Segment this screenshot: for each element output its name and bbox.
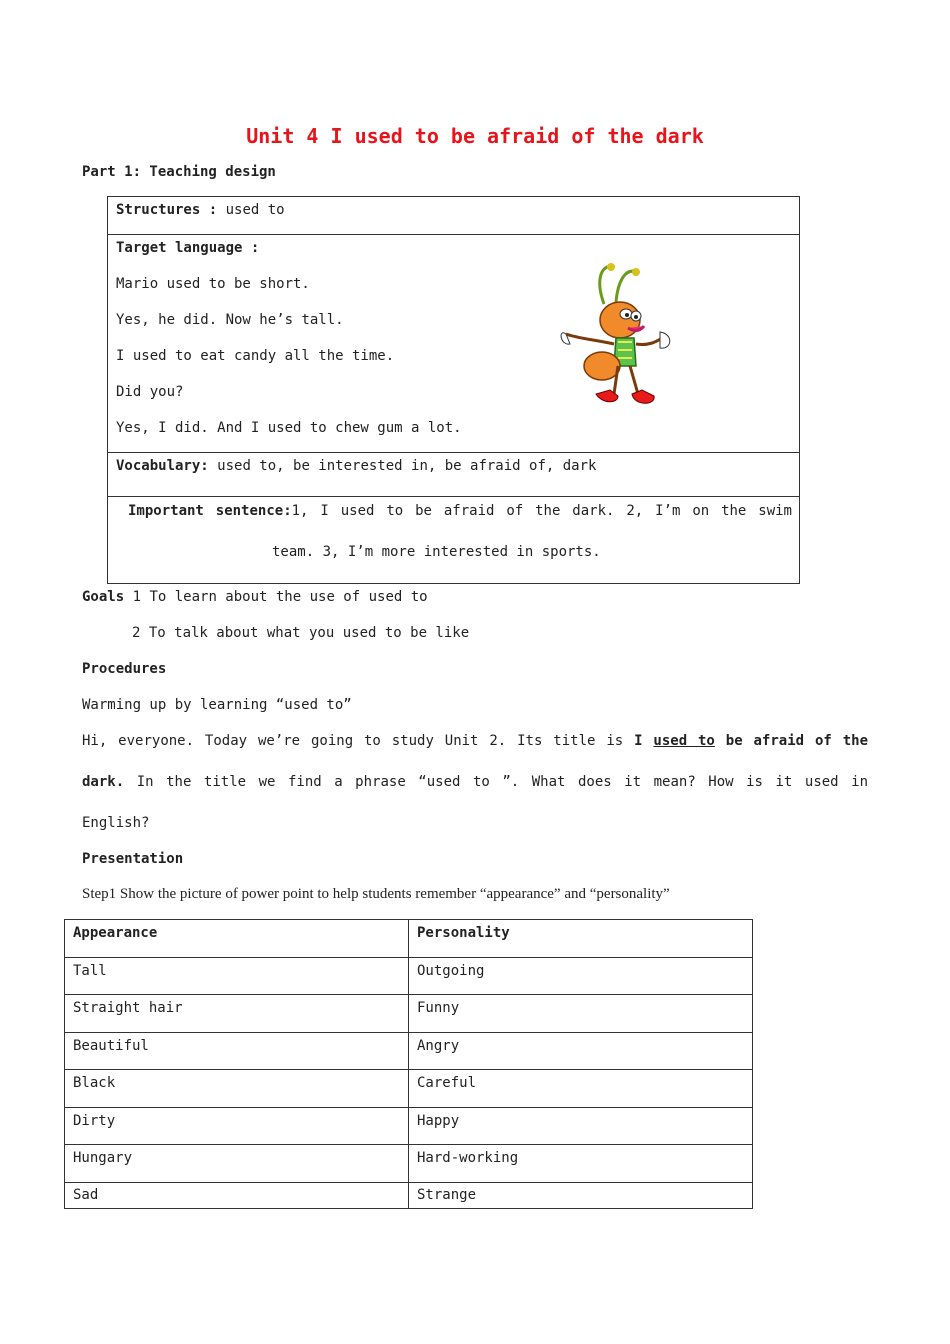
part1-heading: Part 1: Teaching design bbox=[82, 164, 276, 180]
table-cell: Beautiful bbox=[65, 1032, 409, 1070]
vocabulary-row bbox=[116, 458, 596, 474]
paragraph-line2 bbox=[82, 774, 868, 790]
table-cell: Happy bbox=[409, 1107, 753, 1145]
table-header-cell: Personality bbox=[409, 920, 753, 958]
procedures-heading: Procedures bbox=[82, 661, 167, 677]
paragraph-bold: be afraid of the bbox=[725, 733, 868, 749]
table-cell: Black bbox=[65, 1070, 409, 1108]
target-line: I used to eat candy all the time. bbox=[116, 348, 395, 364]
table-cell: Sad bbox=[65, 1182, 409, 1208]
table-cell: Funny bbox=[409, 995, 753, 1033]
table-cell: Hungary bbox=[65, 1145, 409, 1183]
target-line: Did you? bbox=[116, 384, 184, 400]
table-header-row bbox=[65, 920, 753, 958]
divider bbox=[107, 452, 800, 453]
table-cell: Dirty bbox=[65, 1107, 409, 1145]
table-cell: Angry bbox=[409, 1032, 753, 1070]
table-cell: Tall bbox=[65, 957, 409, 995]
table-row bbox=[65, 1032, 753, 1070]
target-line: Yes, I did. And I used to chew gum a lot. bbox=[116, 420, 462, 436]
target-language-label: Target language : bbox=[116, 240, 260, 256]
important-sentence-line1 bbox=[128, 503, 792, 519]
vocabulary-label: Vocabulary: bbox=[116, 458, 209, 474]
paragraph-text: In the title we find a phrase “used to ”. What does it mean? How is it used in bbox=[136, 774, 868, 790]
presentation-heading: Presentation bbox=[82, 851, 184, 867]
table-cell: Strange bbox=[409, 1182, 753, 1208]
table-header-cell: Appearance bbox=[65, 920, 409, 958]
target-line: Yes, he did. Now he’s tall. bbox=[116, 312, 344, 328]
table-row bbox=[65, 957, 753, 995]
structures-label: Structures : bbox=[116, 202, 218, 218]
target-line: Mario used to be short. bbox=[116, 276, 310, 292]
table-row bbox=[65, 1182, 753, 1208]
important-sentence-text2: team. 3, I’m more interested in sports. bbox=[272, 544, 601, 560]
goals-row bbox=[82, 589, 428, 605]
divider bbox=[107, 496, 800, 497]
table-cell: Straight hair bbox=[65, 995, 409, 1033]
table-row bbox=[65, 1145, 753, 1183]
table-cell: Careful bbox=[409, 1070, 753, 1108]
paragraph-text: Hi, everyone. Today we’re going to study Unit 2. Its title is bbox=[82, 733, 624, 749]
divider bbox=[107, 234, 800, 235]
goals-label: Goals bbox=[82, 589, 125, 605]
paragraph-bold-underlined: used to bbox=[653, 733, 715, 749]
structures-value: used to bbox=[225, 202, 285, 218]
warming-up-line: Warming up by learning “used to” bbox=[82, 697, 352, 713]
goals-item2: 2 To talk about what you used to be like bbox=[132, 625, 470, 641]
page-title: Unit 4 I used to be afraid of the dark bbox=[246, 124, 704, 148]
table-row bbox=[65, 1107, 753, 1145]
paragraph-bold: I bbox=[634, 733, 643, 749]
structures-row bbox=[116, 202, 285, 218]
goals-item1: 1 To learn about the use of used to bbox=[132, 589, 428, 605]
step1-text: Step1 Show the picture of power point to help students remember “appearance” and “personality” bbox=[82, 886, 670, 902]
table-row bbox=[65, 995, 753, 1033]
paragraph-bold: dark. bbox=[82, 774, 125, 790]
paragraph-line3: English? bbox=[82, 815, 150, 831]
important-sentence-text1: 1, I used to be afraid of the dark. 2, I’m on the swim bbox=[291, 503, 792, 519]
paragraph-line1 bbox=[82, 733, 868, 749]
vocabulary-value: used to, be interested in, be afraid of, dark bbox=[217, 458, 597, 474]
table-row bbox=[65, 1070, 753, 1108]
important-sentence-label: Important sentence: bbox=[128, 503, 292, 519]
table-cell: Hard-working bbox=[409, 1145, 753, 1183]
table-cell: Outgoing bbox=[409, 957, 753, 995]
ant-cartoon-illustration bbox=[556, 262, 676, 410]
appearance-personality-table bbox=[64, 919, 753, 1209]
